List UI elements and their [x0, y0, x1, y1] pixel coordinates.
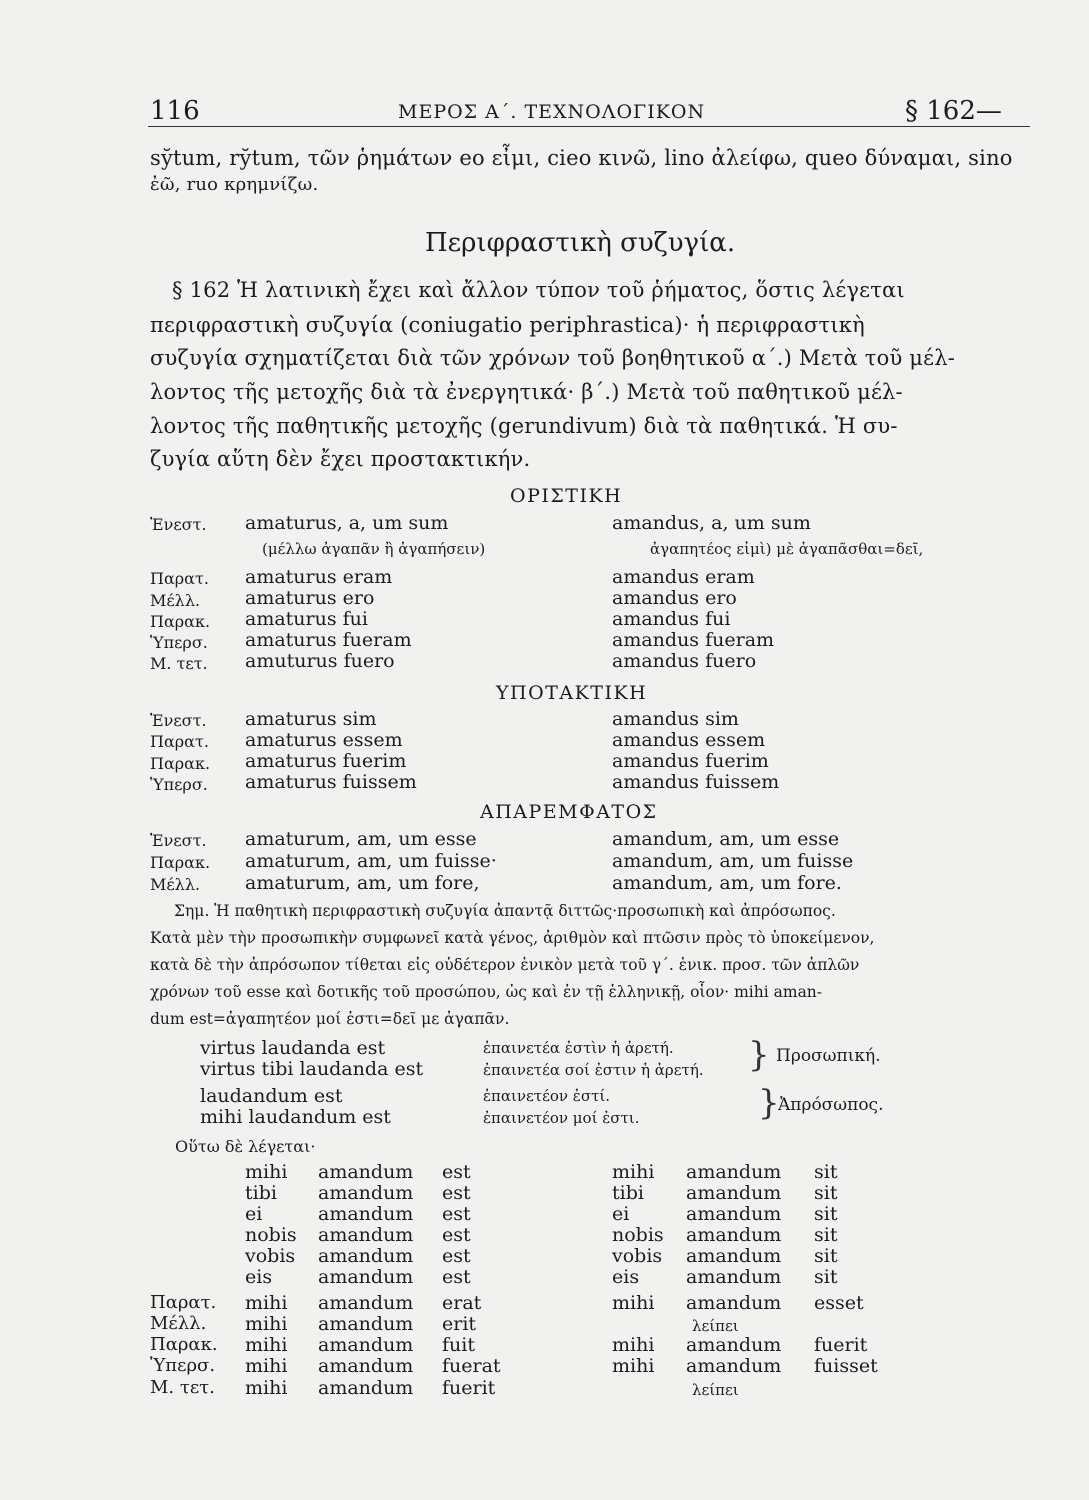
- aux: est: [442, 1182, 471, 1204]
- pronoun: mihi: [245, 1377, 288, 1399]
- pronoun: nobis: [612, 1224, 664, 1246]
- intro-line-1: sy̆tum, ry̆tum, τῶν ῥημάτων eo εἶμι, cieo κινῶ, lino ἀλείφω, queo δύναμαι, sino: [150, 146, 1013, 170]
- active-form: amaturus eram: [245, 566, 393, 588]
- passive-form: amandus fui: [612, 608, 731, 630]
- pronoun: vobis: [245, 1245, 296, 1267]
- aux: fuerat: [442, 1355, 501, 1377]
- example-latin: virtus laudanda est: [200, 1037, 386, 1059]
- tense-label: Ἐνεστ.: [150, 515, 207, 534]
- pronoun: mihi: [245, 1355, 288, 1377]
- pronoun: mihi: [245, 1313, 288, 1335]
- pronoun: nobis: [245, 1224, 297, 1246]
- pronoun: ei: [612, 1203, 630, 1225]
- aux: sit: [814, 1182, 838, 1204]
- gerundive: amandum: [686, 1161, 782, 1183]
- tense-label: Ἐνεστ.: [150, 711, 207, 730]
- example-greek: ἐπαινετέα σοί ἐστιν ἡ ἀρετή.: [483, 1061, 704, 1079]
- passive-form: amandum, am, um esse: [612, 828, 840, 850]
- active-form: amaturus fuerim: [245, 750, 407, 772]
- active-form: amaturus sim: [245, 708, 377, 730]
- note-line: Κατὰ μὲν τὴν προσωπικὴν συμφωνεῖ κατὰ γένος, ἀριθμὸν καὶ πτῶσιν πρὸς τὸ ὑποκείμενον,: [150, 929, 875, 947]
- aux: est: [442, 1224, 471, 1246]
- passive-form: amandus, a, um sum: [612, 512, 811, 534]
- gerundive: amandum: [318, 1203, 414, 1225]
- active-form: amaturus ero: [245, 587, 375, 609]
- brace: }: [758, 1083, 780, 1123]
- tense-label: Μέλλ.: [150, 1313, 207, 1334]
- gerundive: amandum: [318, 1182, 414, 1204]
- pronoun: mihi: [612, 1292, 655, 1314]
- tense-label: Παρακ.: [150, 754, 211, 773]
- tense-label: Ὑπερσ.: [150, 1355, 216, 1376]
- gerundive: amandum: [318, 1292, 414, 1314]
- section-title: Περιφραστικὴ συζυγία.: [425, 228, 736, 258]
- tense-label: Παρατ.: [150, 1292, 217, 1313]
- aparemfatos-heading: ΑΠΑΡΕΜΦΑΤΟΣ: [480, 801, 658, 823]
- ypotaktiki-heading: ΥΠΟΤΑΚΤΙΚΗ: [496, 682, 648, 704]
- active-form: amuturus fuero: [245, 650, 395, 672]
- active-form: amaturum, am, um fore,: [245, 872, 480, 894]
- pronoun: tibi: [245, 1182, 277, 1204]
- paragraph-line: λοντος τῆς παθητικῆς μετοχῆς (gerundivum) διὰ τὰ παθητικά. Ἡ συ-: [150, 414, 898, 438]
- passive-form: amandum, am, um fuisse: [612, 850, 854, 872]
- tense-label: Παρατ.: [150, 569, 209, 588]
- gerundive: amandum: [686, 1182, 782, 1204]
- aux: est: [442, 1266, 471, 1288]
- pronoun: mihi: [612, 1355, 655, 1377]
- outo-line: Οὕτω δὲ λέγεται·: [175, 1137, 316, 1156]
- active-form: amaturum, am, um fuisse·: [245, 850, 497, 872]
- pronoun: mihi: [612, 1161, 655, 1183]
- paragraph-line: περιφραστικὴ συζυγία (coniugatio periphrastica)· ἡ περιφραστικὴ: [150, 313, 865, 337]
- gerundive: amandum: [318, 1355, 414, 1377]
- gerundive: amandum: [686, 1224, 782, 1246]
- pronoun: mihi: [245, 1161, 288, 1183]
- pronoun: mihi: [245, 1292, 288, 1314]
- aux: sit: [814, 1266, 838, 1288]
- aux: est: [442, 1161, 471, 1183]
- passive-form: amandum, am, um fore.: [612, 872, 842, 894]
- running-title: ΜΕΡΟΣ Α΄. ΤΕΧΝΟΛΟΓΙΚΟΝ: [398, 101, 706, 123]
- aux: fuit: [442, 1334, 475, 1356]
- gloss-passive: ἀγαπητέος εἰμὶ) μὲ ἀγαπᾶσθαι=δεῖ,: [650, 540, 924, 558]
- active-form: amaturus, a, um sum: [245, 512, 449, 534]
- tense-label: Μέλλ.: [150, 591, 201, 610]
- tense-label: Μέλλ.: [150, 875, 201, 894]
- header-rule: [148, 126, 1030, 127]
- tense-label: Μ. τετ.: [150, 654, 208, 673]
- paragraph-line: λοντος τῆς μετοχῆς διὰ τὰ ἐνεργητικά· β΄.) Μετὰ τοῦ παθητικοῦ μέλ-: [150, 380, 903, 404]
- gerundive: amandum: [686, 1203, 782, 1225]
- passive-form: amandus fuero: [612, 650, 757, 672]
- aux: esset: [814, 1292, 864, 1314]
- pronoun: tibi: [612, 1182, 644, 1204]
- tense-label: Ἐνεστ.: [150, 831, 207, 850]
- aux: fuisset: [814, 1355, 878, 1377]
- active-form: amaturus fuissem: [245, 771, 417, 793]
- note-line: κατὰ δὲ τὴν ἀπρόσωπον τίθεται εἰς οὐδέτερον ἑνικὸν μετὰ τοῦ γ΄. ἑνικ. προσ. τῶν ἁπλῶν: [150, 956, 860, 974]
- tense-label: Παρατ.: [150, 732, 209, 751]
- gloss-active: (μέλλω ἀγαπᾶν ἢ ἀγαπήσειν): [262, 540, 486, 558]
- note-line: χρόνων τοῦ esse καὶ δοτικῆς τοῦ προσώπου, ὡς καὶ ἐν τῇ ἑλληνικῇ, οἷον· mihi aman-: [150, 983, 823, 1001]
- active-form: amaturum, am, um esse: [245, 828, 477, 850]
- gerundive: amandum: [318, 1224, 414, 1246]
- intro-line-2: ἐῶ, ruo κρημνίζω.: [150, 174, 319, 195]
- aux: sit: [814, 1245, 838, 1267]
- gerundive: amandum: [686, 1245, 782, 1267]
- passive-form: amandus eram: [612, 566, 755, 588]
- paragraph-line: § 162 Ἡ λατινικὴ ἔχει καὶ ἄλλον τύπον τοῦ ῥήματος, ὅστις λέγεται: [172, 278, 905, 302]
- brace: }: [748, 1035, 770, 1075]
- example-latin: laudandum est: [200, 1085, 343, 1107]
- tense-label: Παρακ.: [150, 853, 211, 872]
- passive-form: amandus fuissem: [612, 771, 780, 793]
- note-line: dum est=ἀγαπητέον μοί ἐστι=δεῖ με ἀγαπᾶν.: [150, 1010, 510, 1028]
- gerundive: amandum: [686, 1355, 782, 1377]
- passive-form: amandus fuerim: [612, 750, 769, 772]
- tense-label: Παρακ.: [150, 1334, 218, 1355]
- pronoun: vobis: [612, 1245, 663, 1267]
- passive-form: amandus essem: [612, 729, 766, 751]
- aux: erit: [442, 1313, 477, 1335]
- gerundive: amandum: [318, 1377, 414, 1399]
- tense-label: Παρακ.: [150, 612, 211, 631]
- gerundive: amandum: [686, 1334, 782, 1356]
- aux: sit: [814, 1203, 838, 1225]
- aux: fuerit: [442, 1377, 496, 1399]
- pronoun: eis: [612, 1266, 640, 1288]
- missing-note: λείπει: [692, 1381, 739, 1399]
- passive-form: amandus ero: [612, 587, 737, 609]
- tense-label: Μ. τετ.: [150, 1377, 215, 1398]
- active-form: amaturus essem: [245, 729, 403, 751]
- gerundive: amandum: [318, 1161, 414, 1183]
- missing-note: λείπει: [692, 1317, 739, 1335]
- gerundive: amandum: [318, 1245, 414, 1267]
- gerundive: amandum: [686, 1266, 782, 1288]
- gerundive: amandum: [686, 1292, 782, 1314]
- active-form: amaturus fui: [245, 608, 368, 630]
- paragraph-line: ζυγία αὕτη δὲν ἔχει προστακτικήν.: [150, 447, 531, 471]
- pronoun: mihi: [612, 1334, 655, 1356]
- aux: erat: [442, 1292, 482, 1314]
- aux: est: [442, 1203, 471, 1225]
- passive-form: amandus sim: [612, 708, 739, 730]
- pronoun: eis: [245, 1266, 273, 1288]
- paragraph-line: συζυγία σχηματίζεται διὰ τῶν χρόνων τοῦ βοηθητικοῦ α΄.) Μετὰ τοῦ μέλ-: [150, 346, 956, 370]
- tense-label: Ὑπερσ.: [150, 633, 208, 652]
- section-ref: § 162—: [905, 96, 1002, 126]
- pronoun: mihi: [245, 1334, 288, 1356]
- aux: sit: [814, 1161, 838, 1183]
- gerundive: amandum: [318, 1266, 414, 1288]
- label-impersonal: Ἀπρόσωπος.: [778, 1095, 884, 1115]
- example-latin: mihi laudandum est: [200, 1106, 391, 1128]
- gerundive: amandum: [318, 1313, 414, 1335]
- aux: sit: [814, 1224, 838, 1246]
- aux: est: [442, 1245, 471, 1267]
- example-greek: ἐπαινετέον μοί ἐστι.: [483, 1109, 640, 1127]
- note-line: Σημ. Ἡ παθητικὴ περιφραστικὴ συζυγία ἀπαντᾷ διττῶς·προσωπικὴ καὶ ἀπρόσωπος.: [174, 902, 836, 920]
- active-form: amaturus fueram: [245, 629, 412, 651]
- pronoun: ei: [245, 1203, 263, 1225]
- example-greek: ἐπαινετέον ἐστί.: [483, 1087, 611, 1105]
- page-number: 116: [150, 96, 200, 126]
- label-personal: Προσωπική.: [776, 1046, 881, 1066]
- tense-label: Ὑπερσ.: [150, 775, 208, 794]
- example-latin: virtus tibi laudanda est: [200, 1058, 424, 1080]
- passive-form: amandus fueram: [612, 629, 775, 651]
- example-greek: ἐπαινετέα ἐστὶν ἡ ἀρετή.: [483, 1039, 674, 1057]
- oristiki-heading: ΟΡΙΣΤΙΚΗ: [510, 485, 623, 507]
- aux: fuerit: [814, 1334, 868, 1356]
- gerundive: amandum: [318, 1334, 414, 1356]
